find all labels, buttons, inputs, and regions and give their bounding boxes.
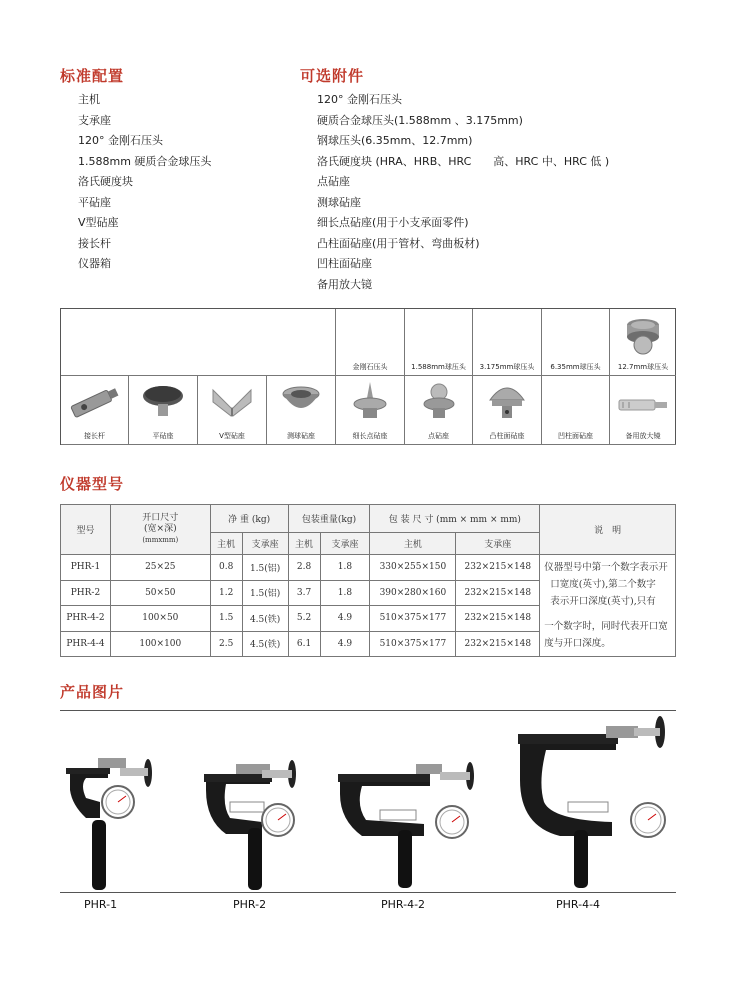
- list-item: 仪器箱: [78, 257, 111, 270]
- flat-anvil-cell: [129, 376, 198, 445]
- header-model: 型号: [61, 505, 111, 555]
- v-anvil-icon: [207, 382, 257, 422]
- header-opening: 开口尺寸 (宽×深) (mmxmm): [110, 505, 210, 555]
- standard-config-heading: 标准配置: [60, 67, 125, 85]
- model-note: 仪器型号中第一个数字表示开 口宽度(英寸),第二个数字 表示开口深度(英寸),只有 一个数字时，同时代表开口宽 度与开口深度。: [540, 555, 676, 657]
- caption: 备用放大镜: [625, 432, 661, 440]
- caption: 凸柱面砧座: [489, 432, 525, 440]
- list-item: 硬质合金球压头(1.588mm 、3.175mm): [317, 113, 523, 127]
- product-photos: [0, 710, 736, 900]
- convex-anvil-icon: [482, 380, 532, 424]
- concave-anvil-cell: [542, 376, 610, 445]
- ball-indenter-icon: [620, 313, 666, 357]
- product-label-phr-4-2: PHR-4-2: [381, 898, 426, 911]
- header-support: 支承座: [456, 533, 540, 555]
- ball-indenter-3175-cell: [473, 309, 542, 376]
- list-item: 洛氏硬度块 (HRA、HRB、HRC 高、HRC 中、HRC 低 ): [317, 154, 610, 168]
- header-net-weight: 净 重 (kg): [210, 505, 288, 533]
- caption: 细长点砧座: [352, 432, 388, 440]
- phr-1-tester-icon: [66, 758, 152, 890]
- header-pack-size: 包 装 尺 寸 (mm × mm × mm): [370, 505, 540, 533]
- ball-indenter-1588-cell: [405, 309, 473, 376]
- list-item: 凹柱面砧座: [317, 257, 372, 270]
- slender-point-anvil-icon: [345, 380, 395, 424]
- caption: 3.175mm球压头: [479, 363, 535, 371]
- divider: [60, 892, 676, 893]
- models-heading: 仪器型号: [60, 475, 125, 493]
- slender-point-anvil-cell: [336, 376, 405, 445]
- list-item: 120° 金刚石压头: [317, 93, 402, 106]
- product-label-phr-4-4: PHR-4-4: [556, 898, 601, 911]
- table-row: PHR-4-2 100×50 1.5 4.5(铁) 5.2 4.9 510×375×177 232×215×148: [61, 606, 676, 632]
- list-item: 接长杆: [78, 236, 111, 250]
- blank-cell: [61, 309, 336, 376]
- phr-4-4-tester-icon: [518, 716, 665, 888]
- v-anvil-cell: [198, 376, 267, 445]
- caption: 点砧座: [428, 432, 449, 440]
- caption: V型砧座: [219, 432, 245, 440]
- extension-rod-cell: [61, 376, 129, 445]
- list-item: 1.588mm 硬质合金球压头: [78, 154, 212, 168]
- phr-4-2-tester-icon: [338, 762, 474, 888]
- list-item: 备用放大镜: [317, 277, 372, 291]
- convex-anvil-cell: [473, 376, 542, 445]
- ball-indenter-127-cell: [610, 309, 676, 376]
- product-label-phr-1: PHR-1: [84, 898, 118, 911]
- caption: 测球砧座: [287, 432, 315, 440]
- models-table: [60, 504, 676, 657]
- header-support: 支承座: [320, 533, 370, 555]
- header-note: 说 明: [540, 505, 676, 555]
- caption: 1.588mm球压头: [411, 363, 466, 371]
- ball-indenter-635-cell: [542, 309, 610, 376]
- list-item: 支承座: [78, 113, 111, 127]
- diamond-indenter-cell: [336, 309, 405, 376]
- optional-accessories-heading: 可选附件: [300, 67, 365, 85]
- caption: 接长杆: [84, 432, 105, 440]
- list-item: 点砧座: [317, 175, 350, 188]
- header-main: 主机: [288, 533, 320, 555]
- list-item: 120° 金刚石压头: [78, 134, 163, 147]
- spare-magnifier-cell: [610, 376, 676, 445]
- list-item: 洛氏硬度块: [78, 175, 133, 188]
- list-item: V型砧座: [78, 216, 119, 229]
- caption: 凹柱面砧座: [558, 432, 593, 440]
- header-main: 主机: [370, 533, 456, 555]
- list-item: 细长点砧座(用于小支承面零件): [317, 216, 469, 229]
- list-item: 凸柱面砧座(用于管材、弯曲板材): [317, 236, 480, 250]
- extension-rod-icon: [67, 382, 123, 422]
- table-row: PHR-2 50×50 1.2 1.5(铝) 3.7 1.8 390×280×160 232×215×148: [61, 580, 676, 606]
- phr-2-tester-icon: [204, 760, 296, 890]
- table-row: PHR-1 25×25 0.8 1.5(铝) 2.8 1.8 330×255×150 232×215×148 仪器型号中第一个数字表示开 口宽度(英寸),第二个数字 表示开口深度(英寸),只有 一个数字时，同时代表开口宽 度与开口深度。: [61, 555, 676, 581]
- caption: 平砧座: [152, 432, 174, 440]
- list-item: 钢球压头(6.35mm、12.7mm): [317, 134, 473, 147]
- point-anvil-icon: [414, 380, 464, 424]
- caption: 金刚石压头: [352, 363, 388, 371]
- header-main: 主机: [210, 533, 242, 555]
- accessories-grid: [60, 308, 676, 445]
- list-item: 主机: [78, 93, 100, 106]
- list-item: 测球砧座: [317, 195, 361, 209]
- ball-anvil-icon: [276, 382, 326, 422]
- products-heading: 产品图片: [60, 683, 125, 701]
- list-item: 平砧座: [78, 195, 111, 209]
- magnifier-icon: [615, 390, 671, 420]
- header-support: 支承座: [242, 533, 288, 555]
- product-label-phr-2: PHR-2: [233, 898, 267, 911]
- table-row: PHR-4-4 100×100 2.5 4.5(铁) 6.1 4.9 510×375×177 232×215×148: [61, 631, 676, 657]
- flat-anvil-icon: [138, 382, 188, 422]
- standard-config-list: [78, 90, 211, 275]
- optional-accessories-list: [317, 90, 609, 295]
- caption: 6.35mm球压头: [550, 363, 601, 371]
- caption: 12.7mm球压头: [617, 363, 669, 371]
- point-anvil-cell: [405, 376, 473, 445]
- ball-anvil-cell: [267, 376, 336, 445]
- header-pack-weight: 包装重量(kg): [288, 505, 370, 533]
